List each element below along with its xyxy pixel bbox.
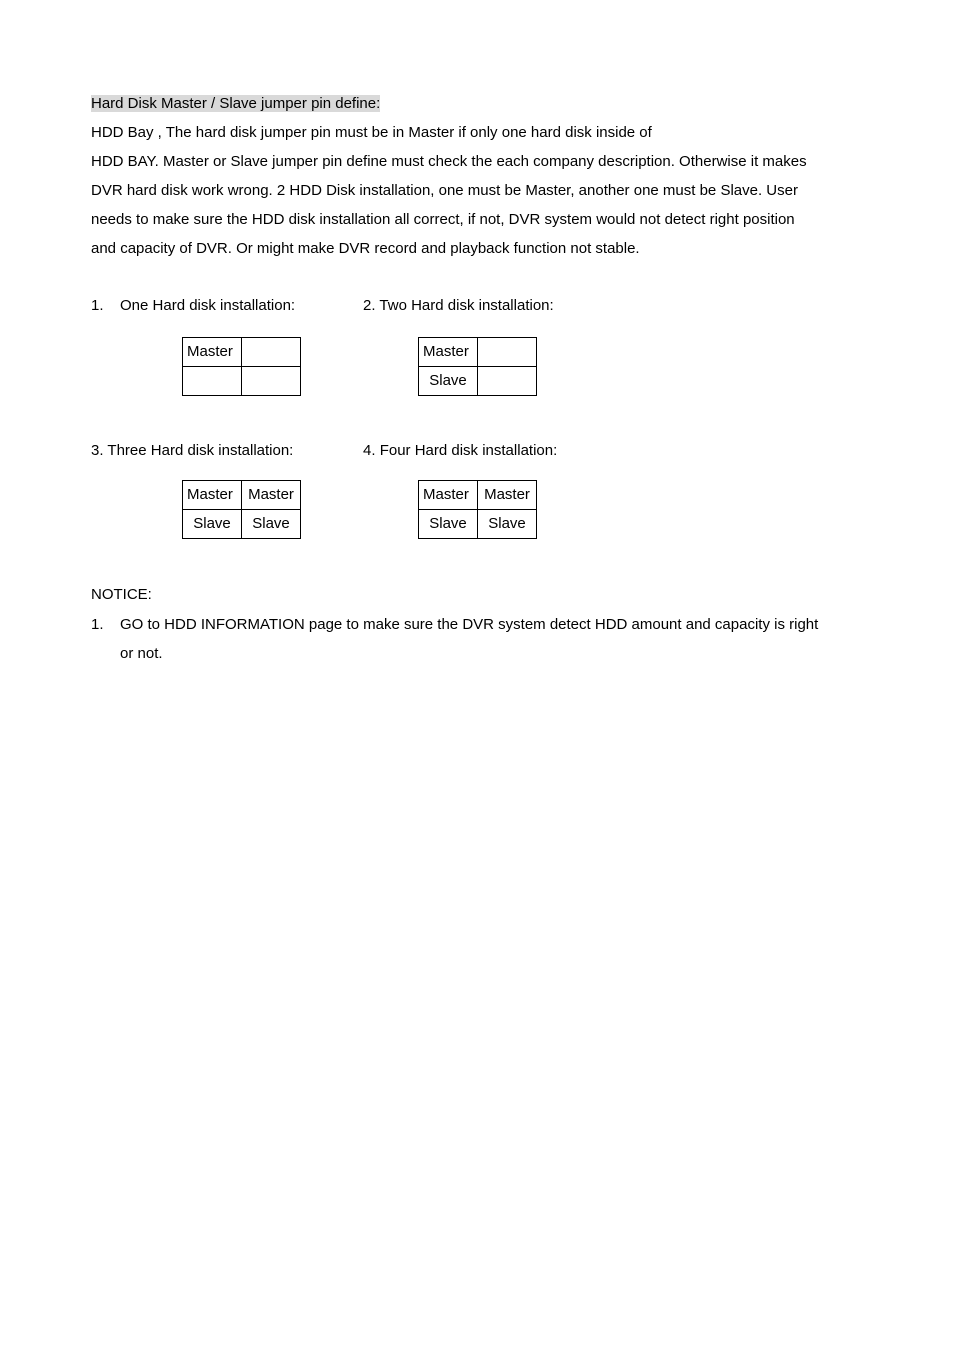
jumper-cell: Master <box>478 481 537 510</box>
jumper-cell: Slave <box>242 510 301 539</box>
heading-text: Hard Disk Master / Slave jumper pin define: <box>91 95 381 112</box>
installation-number: 2. <box>363 297 376 314</box>
installation-label-one <box>91 297 295 315</box>
jumper-cell: Master <box>242 481 301 510</box>
jumper-cell <box>183 367 242 396</box>
jumper-table-three <box>182 480 301 539</box>
jumper-cell: Slave <box>419 367 478 396</box>
jumper-cell: Slave <box>183 510 242 539</box>
jumper-table-four <box>418 480 537 539</box>
jumper-cell: Slave <box>478 510 537 539</box>
jumper-cell: Master <box>419 338 478 367</box>
notice-item <box>91 610 881 668</box>
installation-label-text: Three Hard disk installation: <box>107 442 294 459</box>
installation-number: 1. <box>91 297 104 314</box>
section-heading <box>91 95 380 113</box>
jumper-table-two <box>418 337 537 396</box>
installation-label-text: Two Hard disk installation: <box>379 297 554 314</box>
notice-item-number: 1. <box>91 616 104 633</box>
paragraph-line: HDD BAY. Master or Slave jumper pin define must check the each company description. Otherwise it makes <box>91 153 807 170</box>
installation-label-text: Four Hard disk installation: <box>379 442 558 459</box>
jumper-cell <box>242 367 301 396</box>
paragraph-line: and capacity of DVR. Or might make DVR record and playback function not stable. <box>91 240 640 257</box>
jumper-cell: Master <box>183 481 242 510</box>
installation-number: 3. <box>91 442 104 459</box>
notice-title: NOTICE: <box>91 586 152 603</box>
jumper-cell: Master <box>183 338 242 367</box>
jumper-cell <box>242 338 301 367</box>
installation-label-four <box>363 442 557 460</box>
jumper-cell: Master <box>419 481 478 510</box>
jumper-cell <box>478 367 537 396</box>
jumper-table-one <box>182 337 301 396</box>
installation-label-text: One Hard disk installation: <box>120 297 296 314</box>
jumper-cell: Slave <box>419 510 478 539</box>
jumper-cell <box>478 338 537 367</box>
installation-label-three <box>91 442 293 460</box>
paragraph-line: DVR hard disk work wrong. 2 HDD Disk installation, one must be Master, another one must be Slave. User <box>91 182 798 199</box>
notice-item-text: GO to HDD INFORMATION page to make sure the DVR system detect HDD amount and capacity is right <box>120 616 819 633</box>
installation-number: 4. <box>363 442 376 459</box>
installation-label-two <box>363 297 554 315</box>
notice-item-continuation: or not. <box>120 645 163 662</box>
paragraph-line: needs to make sure the HDD disk installation all correct, if not, DVR system would not detect right position <box>91 211 795 228</box>
paragraph-line: HDD Bay , The hard disk jumper pin must be in Master if only one hard disk inside of <box>91 124 652 141</box>
